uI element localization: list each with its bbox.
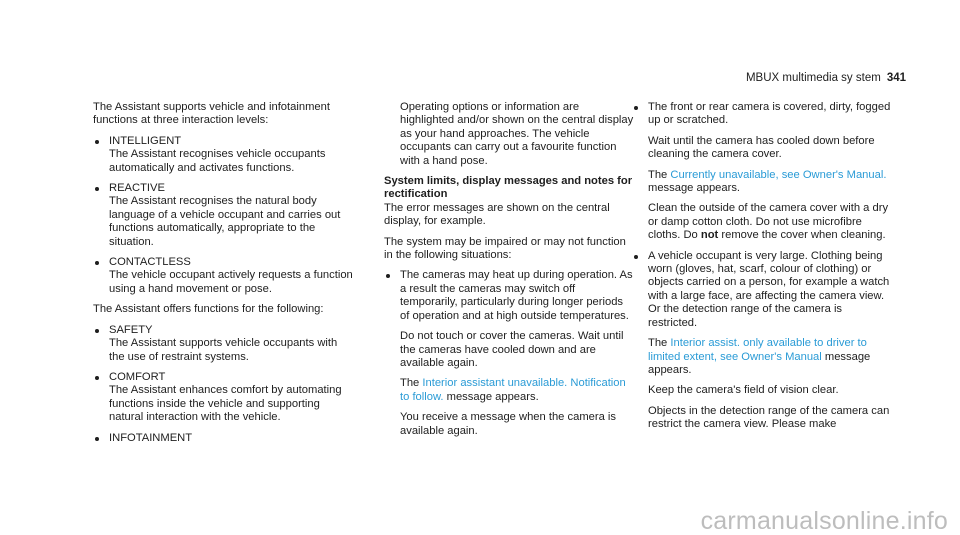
message-prefix: The <box>648 337 668 350</box>
wait-text: Wait until the camera has cooled down before cleaning the camera cover. <box>648 134 875 161</box>
list-item <box>93 432 355 445</box>
message-prefix: The <box>400 377 420 390</box>
running-header <box>746 72 906 85</box>
list-item <box>632 101 894 128</box>
message-suffix: message appears. <box>648 182 741 195</box>
list-item <box>93 324 355 364</box>
function-title: SAFETY <box>109 323 153 336</box>
impaired-paragraph: The system may be impaired or may not function in the following situations: <box>384 235 626 262</box>
bullet-text: A vehicle occupant is very large. Clothing being worn (gloves, hat, scarf, colour of clothing) or objects carried on a person, for example a watch with a large face, are affecting the camera view. Or the detection range of the camera is restricted. <box>648 249 890 329</box>
level-text: The Assistant recognises vehicle occupants automatically and activates functions. <box>109 148 326 174</box>
function-title: INFOTAINMENT <box>109 431 193 444</box>
message-line <box>632 337 894 377</box>
function-text: The Assistant supports vehicle occupants with the use of restraint systems. <box>109 337 338 363</box>
dont-touch-text: Do not touch or cover the cameras. Wait until the cameras have cooled down and are available again. <box>400 330 624 369</box>
list-item <box>93 256 355 296</box>
column-right <box>632 101 894 439</box>
clean-emphasis: not <box>700 229 719 242</box>
clean-prefix: Clean the outside of the camera cover with a dry or damp cotton cloth. Do not use microfibre cloths. Do <box>648 202 889 242</box>
page-number: 341 <box>886 72 906 84</box>
level-title: REACTIVE <box>109 182 165 195</box>
list-item <box>632 250 894 330</box>
display-message-link[interactable]: Interior assist. only available to driver to limited extent, see Owner's Manual <box>648 337 867 363</box>
column-left <box>93 101 355 452</box>
watermark: carmanualsonline.info <box>700 506 948 535</box>
list-item <box>93 371 355 425</box>
infotainment-text: Operating options or information are highlighted and/or shown on the central display as your hand approaches. The vehicle occupants can carry out a favourite function with a hand pose. <box>400 101 634 167</box>
level-text: The Assistant recognises the natural body language of a vehicle occupant and carries out functions automatically, appropriate to the situation. <box>109 195 341 248</box>
level-title: CONTACTLESS <box>109 256 191 269</box>
intro-paragraph: The Assistant supports vehicle and infotainment functions at three interaction levels: <box>93 101 330 127</box>
message-suffix: message appears. <box>648 350 871 376</box>
clean-suffix: remove the cover when cleaning. <box>721 229 886 242</box>
heat-text: The cameras may heat up during operation. As a result the cameras may switch off temporarily, particularly during longer periods of operation and at high outside temperatures. <box>400 269 633 322</box>
message-line <box>384 377 634 404</box>
bullet-text: The front or rear camera is covered, dirty, fogged up or scratched. <box>648 101 891 127</box>
message-prefix: The <box>648 168 668 181</box>
message-suffix: message appears. <box>446 390 539 403</box>
level-text: The vehicle occupant actively requests a function using a hand movement or pose. <box>109 269 353 295</box>
receive-text: You receive a message when the camera is available again. <box>400 411 616 437</box>
section-heading: System limits, display messages and notes for rectification <box>384 175 633 201</box>
offers-paragraph: The Assistant offers functions for the following: <box>93 303 324 316</box>
clean-text <box>632 202 894 242</box>
column-middle <box>384 101 634 445</box>
list-item <box>93 135 355 175</box>
section-title: MBUX multimedia sy stem <box>745 72 881 84</box>
keep-text: Keep the camera's field of vision clear. <box>648 384 839 397</box>
function-title: COMFORT <box>109 370 166 383</box>
message-line <box>632 169 894 196</box>
objects-text: Objects in the detection range of the camera can restrict the camera view. Please make <box>648 404 890 431</box>
display-message-link[interactable]: Interior assistant unavailable. Notification to follow. <box>400 377 626 403</box>
list-item <box>93 182 355 249</box>
level-title: INTELLIGENT <box>109 134 182 147</box>
list-item <box>384 269 634 323</box>
error-intro: The error messages are shown on the central display, for example. <box>384 201 610 228</box>
display-message-link[interactable]: Currently unavailable, see Owner's Manual. <box>670 168 887 181</box>
function-text: The Assistant enhances comfort by automating functions inside the vehicle and supporting natural interaction with the vehicle. <box>109 384 342 424</box>
